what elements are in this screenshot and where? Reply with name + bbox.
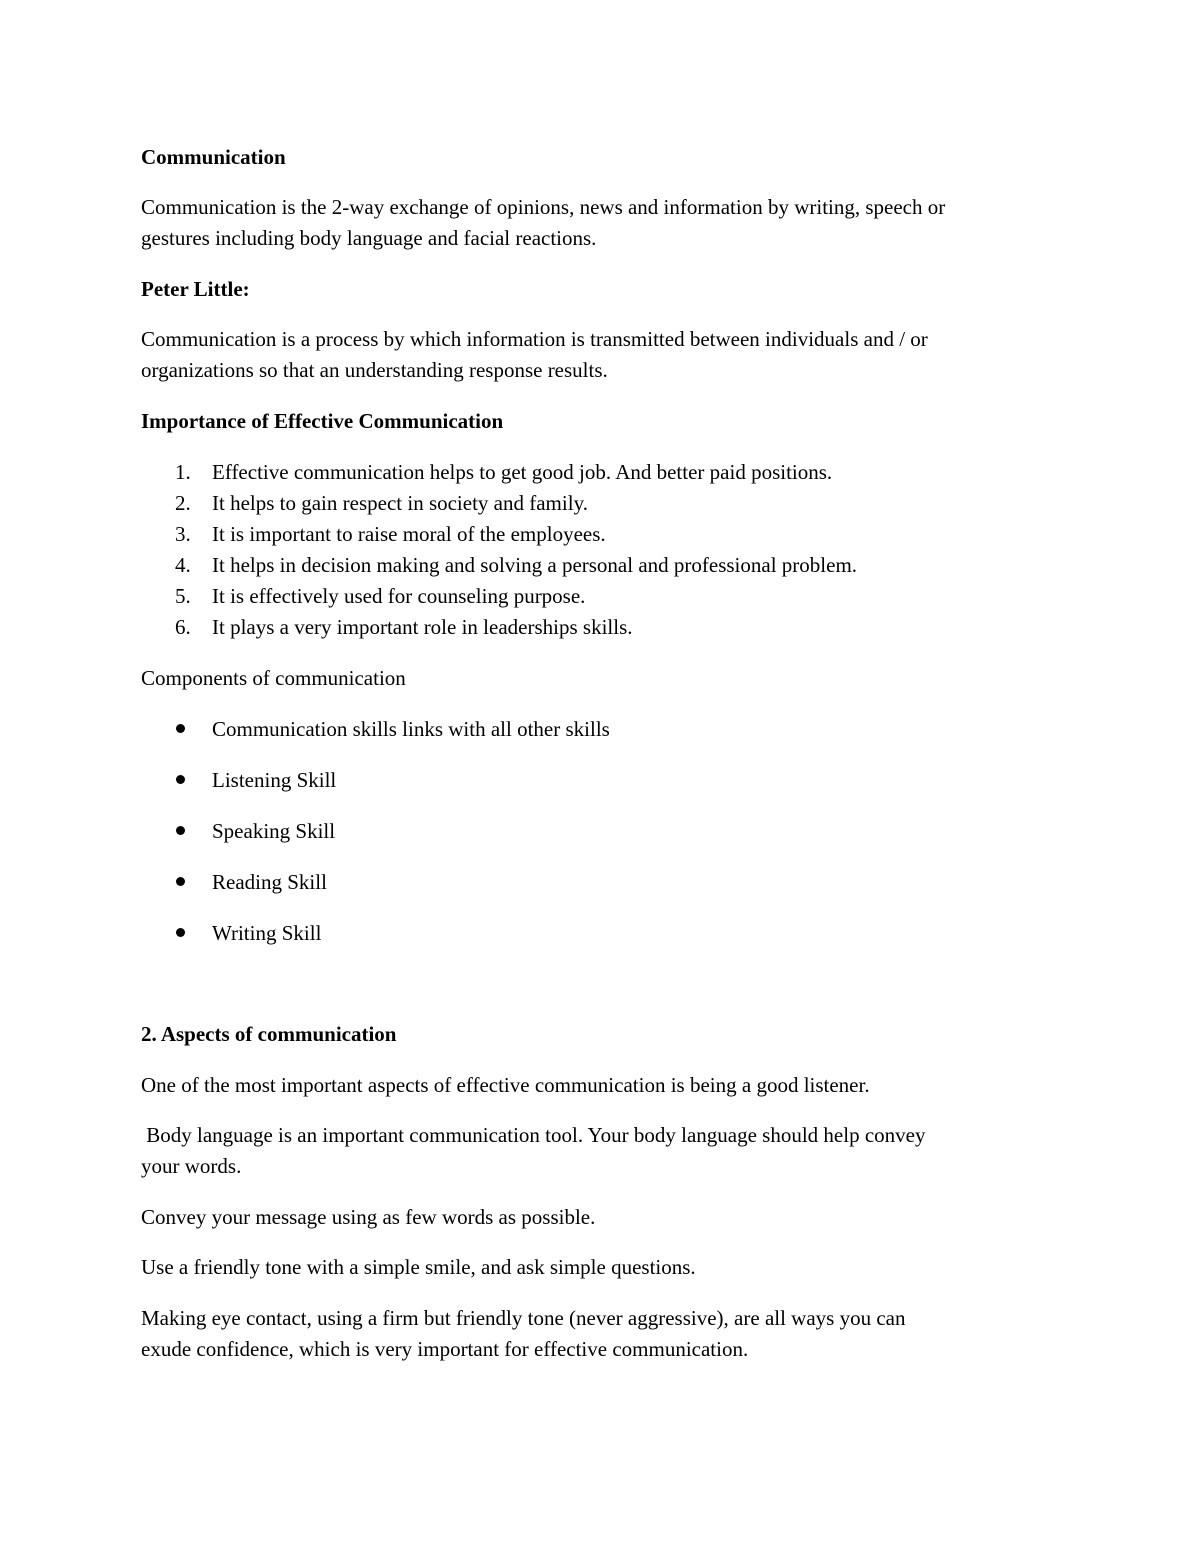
- list-item-text: It is important to raise moral of the employees.: [212, 522, 606, 546]
- list-item-text: Effective communication helps to get good job. And better paid positions.: [212, 460, 833, 484]
- aspects-paragraph-3: Convey your message using as few words as possible.: [141, 1205, 596, 1229]
- definition-line-1: Communication is the 2-way exchange of opinions, news and information by writing, speech or: [141, 195, 946, 219]
- peter-definition-line-1: Communication is a process by which information is transmitted between individuals and / or: [141, 327, 928, 351]
- list-number: 3.: [175, 522, 191, 546]
- list-number: 4.: [175, 553, 191, 577]
- aspects-paragraph-5-line-1: Making eye contact, using a firm but friendly tone (never aggressive), are all ways you can: [141, 1306, 906, 1330]
- aspects-paragraph-1: One of the most important aspects of effective communication is being a good listener.: [141, 1073, 870, 1097]
- aspects-paragraph-5-line-2: exude confidence, which is very important for effective communication.: [141, 1337, 749, 1361]
- list-item-text: It helps in decision making and solving a personal and professional problem.: [212, 553, 858, 577]
- section-heading-aspects: 2. Aspects of communication: [141, 1022, 397, 1046]
- section-heading-importance: Importance of Effective Communication: [141, 409, 504, 433]
- aspects-paragraph-2-line-2: your words.: [141, 1154, 242, 1178]
- section-heading-peter-little: Peter Little:: [141, 277, 250, 301]
- list-item-text: Listening Skill: [212, 768, 337, 792]
- list-number: 5.: [175, 584, 191, 608]
- list-number: 2.: [175, 491, 191, 515]
- list-item-text: It helps to gain respect in society and family.: [212, 491, 588, 515]
- components-label: Components of communication: [141, 666, 406, 690]
- list-item-text: Writing Skill: [212, 921, 322, 945]
- list-item-text: Reading Skill: [212, 870, 327, 894]
- list-item-text: It is effectively used for counseling purpose.: [212, 584, 586, 608]
- bullet-dot: [176, 928, 185, 937]
- section-heading-communication: Communication: [141, 145, 286, 169]
- list-item-text: Speaking Skill: [212, 819, 336, 843]
- list-number: 6.: [175, 615, 191, 639]
- definition-line-2: gestures including body language and facial reactions.: [141, 226, 597, 250]
- peter-definition-line-2: organizations so that an understanding response results.: [141, 358, 608, 382]
- bullet-dot: [176, 724, 185, 733]
- list-number: 1.: [175, 460, 191, 484]
- bullet-dot: [176, 877, 185, 886]
- bullet-dot: [176, 826, 185, 835]
- bullet-dot: [176, 775, 185, 784]
- list-item-text: Communication skills links with all other skills: [212, 717, 610, 741]
- aspects-paragraph-2-line-1: Body language is an important communication tool. Your body language should help convey: [141, 1123, 926, 1147]
- list-item-text: It plays a very important role in leaderships skills.: [212, 615, 633, 639]
- aspects-paragraph-4: Use a friendly tone with a simple smile, and ask simple questions.: [141, 1255, 696, 1279]
